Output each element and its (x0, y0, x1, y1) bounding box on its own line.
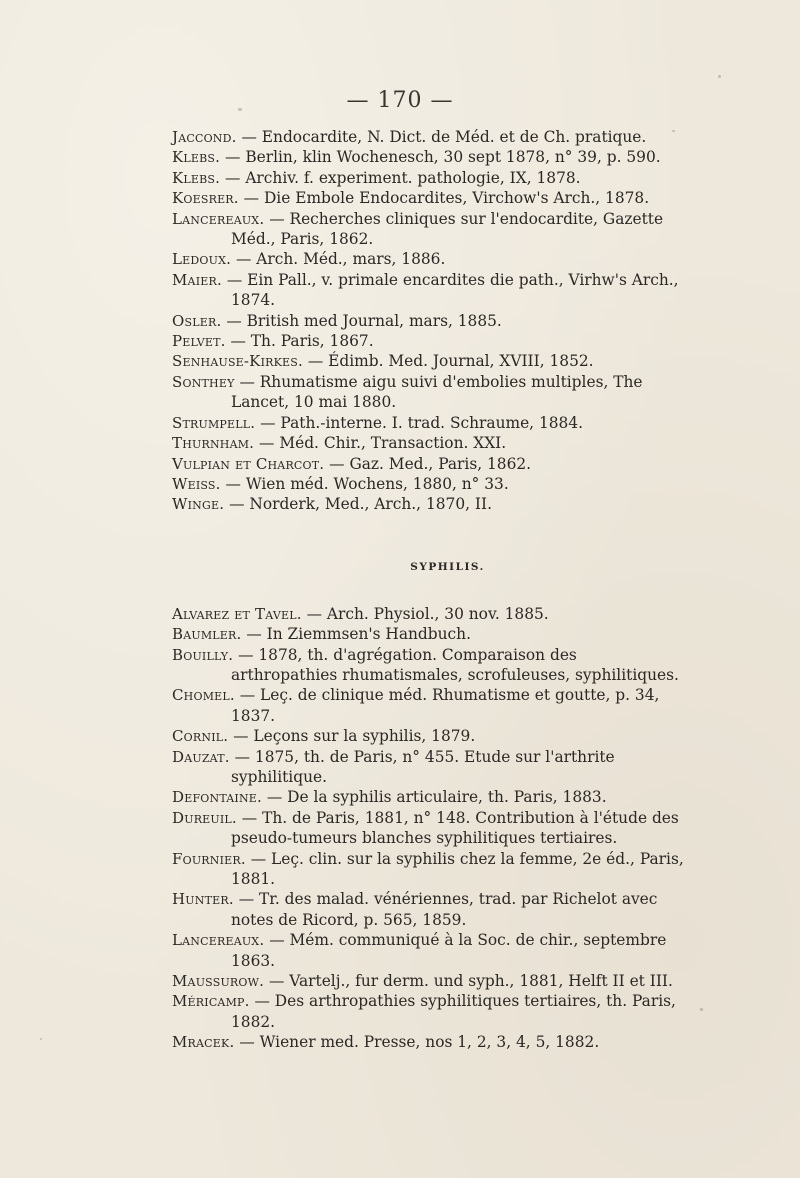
bibliography-entry (172, 474, 687, 494)
section-heading: SYPHILIS. (410, 560, 485, 573)
entry-text: — Th. de Paris, 1881, n° 148. Contribution à l'étude des pseudo-tumeurs blanches syphilitiques tertiaires. (231, 808, 679, 848)
bibliography-entry (172, 249, 687, 269)
entry-author: Hunter. (172, 890, 234, 909)
entry-text: — Wiener med. Presse, nos 1, 2, 3, 4, 5, 1882. (234, 1033, 600, 1052)
entry-author: Klebs. (172, 148, 221, 167)
bibliography-entry (172, 787, 687, 807)
bibliography-entry (172, 331, 687, 351)
entry-author: Defontaine. (172, 788, 262, 807)
entry-text: — Recherches cliniques sur l'endocardite, Gazette Méd., Paris, 1862. (231, 209, 664, 249)
bibliography-entry (172, 494, 687, 514)
bibliography-entry (172, 685, 687, 726)
entry-text: — Arch. Méd., mars, 1886. (231, 250, 446, 269)
bibliography-entry (172, 889, 687, 930)
entry-author: Vulpian et Charcot. (172, 454, 325, 473)
bibliography-entry (172, 209, 687, 250)
entry-text: — Leç. de clinique méd. Rhumatisme et goutte, p. 34, 1837. (231, 686, 660, 725)
bibliography-entry (172, 147, 687, 167)
bibliography-entry (172, 168, 687, 188)
bibliography-column (172, 127, 687, 1053)
bibliography-entry (172, 188, 687, 208)
bibliography-entry (172, 991, 687, 1032)
bibliography-entry (172, 1032, 687, 1052)
entry-author: Cornil. (172, 727, 229, 746)
bibliography-entry (172, 808, 687, 849)
bibliography-entry (172, 311, 687, 331)
entry-author: Thurnham. (172, 434, 255, 453)
entry-text: — Tr. des malad. vénériennes, trad. par Richelot avec notes de Ricord, p. 565, 1859. (231, 890, 658, 929)
entry-author: Koesrer. (172, 189, 239, 208)
entry-author: Jaccond. (172, 128, 237, 146)
bibliography-entry (172, 747, 687, 788)
entry-text: — Endocardite, N. Dict. de Méd. et de Ch. pratique. (236, 128, 647, 146)
entry-author: Lancereaux. (172, 931, 265, 950)
entry-text: — Th. Paris, 1867. (225, 332, 374, 351)
bibliography-entry (172, 127, 687, 147)
entry-text: — Ein Pall., v. primale encardites die path., Virhw's Arch., 1874. (221, 270, 679, 310)
paper-speck (672, 130, 675, 132)
bibliography-entry (172, 604, 687, 624)
entry-author: Weiss. (172, 474, 221, 493)
bibliography-entry (172, 351, 687, 371)
entry-text: — Édimb. Med. Journal, XVIII, 1852. (302, 352, 594, 371)
entry-author: Alvarez et Tavel. (172, 604, 302, 623)
entry-author: Maier. (172, 270, 222, 289)
entry-text: — Die Embole Endocardites, Virchow's Arch., 1878. (238, 189, 650, 208)
entry-author: Sonthey (172, 372, 235, 391)
entry-text: — Path.-interne. I. trad. Schraume, 1884. (255, 413, 584, 432)
entry-author: Senhause-Kirkes. (172, 352, 303, 371)
bibliography-entry (172, 645, 687, 686)
entry-author: Lancereaux. (172, 209, 265, 228)
entry-text: — Leç. clin. sur la syphilis chez la femme, 2e éd., Paris, 1881. (231, 849, 684, 888)
entry-text: — Mém. communiqué à la Soc. de chir., septembre 1863. (231, 931, 667, 970)
entry-author: Mracek. (172, 1033, 235, 1052)
bibliography-entry (172, 726, 687, 746)
bibliography-entry (172, 372, 687, 413)
bibliography-entry (172, 849, 687, 890)
paper-speck (700, 1008, 703, 1011)
bibliography-list-syphilis (172, 604, 687, 1053)
bibliography-list-endocarditis (172, 127, 687, 515)
entry-text: — British med Journal, mars, 1885. (221, 311, 502, 330)
entry-text: — Vartelj., fur derm. und syph., 1881, Helft II et III. (264, 972, 673, 991)
entry-text: — In Ziemmsen's Handbuch. (241, 625, 471, 644)
entry-author: Pelvet. (172, 332, 226, 351)
entry-text: — Rhumatisme aigu suivi d'embolies multiples, The Lancet, 10 mai 1880. (231, 372, 643, 412)
entry-text: — De la syphilis articulaire, th. Paris, 1883. (261, 788, 607, 807)
entry-author: Maussurow. (172, 972, 265, 991)
entry-author: Bouilly. (172, 645, 234, 664)
entry-author: Fournier. (172, 849, 246, 868)
bibliography-entry (172, 270, 687, 311)
entry-text: — Berlin, klin Wochenesch, 30 sept 1878, n° 39, p. 590. (220, 148, 661, 167)
entry-text: — Leçons sur la syphilis, 1879. (228, 727, 476, 746)
bibliography-entry (172, 413, 687, 433)
entry-text: — Méd. Chir., Transaction. XXI. (254, 434, 507, 453)
entry-author: Ledoux. (172, 250, 232, 269)
entry-author: Baumler. (172, 625, 242, 644)
entry-author: Chomel. (172, 686, 235, 705)
entry-author: Méricamp. (172, 992, 250, 1011)
entry-author: Dauzat. (172, 747, 230, 766)
entry-author: Osler. (172, 311, 222, 330)
entry-text: — Arch. Physiol., 30 nov. 1885. (301, 604, 549, 623)
entry-text: — Des arthropathies syphilitiques tertiaires, th. Paris, 1882. (231, 992, 676, 1031)
bibliography-entry (172, 433, 687, 453)
entry-text: — 1878, th. d'agrégation. Comparaison des arthropathies rhumatismales, scrofuleuses, syphilitiques. (231, 645, 679, 684)
entry-text: — Gaz. Med., Paris, 1862. (324, 454, 532, 473)
bibliography-entry (172, 454, 687, 474)
entry-text: — Wien méd. Wochens, 1880, n° 33. (220, 474, 509, 493)
entry-author: Strumpell. (172, 413, 256, 432)
page-number: — 170 — (346, 88, 454, 113)
bibliography-entry (172, 624, 687, 644)
entry-text: — Norderk, Med., Arch., 1870, II. (224, 495, 492, 514)
entry-author: Klebs. (172, 168, 221, 187)
entry-text: — Archiv. f. experiment. pathologie, IX, 1878. (220, 168, 581, 187)
paper-speck (40, 1038, 42, 1040)
paper-speck (238, 108, 242, 111)
bibliography-entry (172, 930, 687, 971)
paper-speck (718, 75, 721, 78)
entry-text: — 1875, th. de Paris, n° 455. Etude sur l'arthrite syphilitique. (229, 747, 615, 786)
bibliography-entry (172, 971, 687, 991)
entry-author: Winge. (172, 495, 225, 514)
entry-author: Dureuil. (172, 808, 237, 827)
